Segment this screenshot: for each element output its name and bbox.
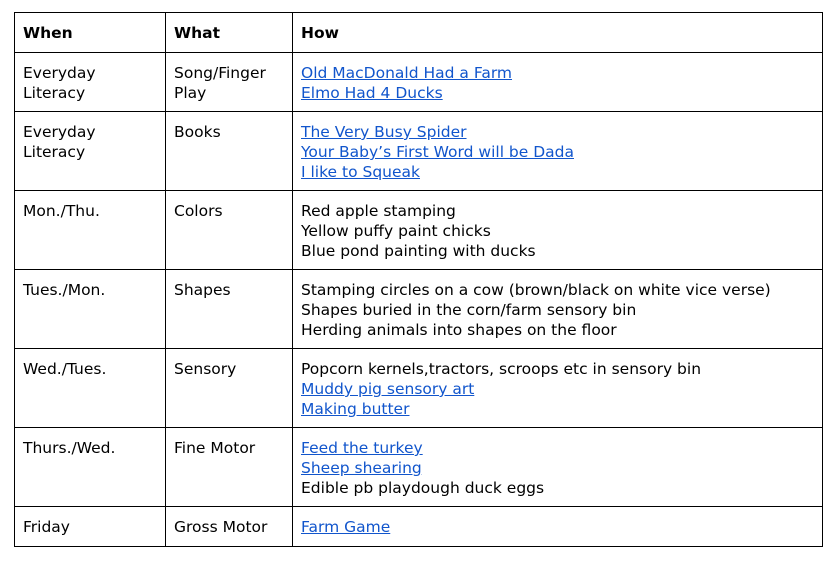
- activity-text: Stamping circles on a cow (brown/black on white vice verse): [301, 281, 771, 299]
- when-cell: Mon./Thu.: [15, 191, 166, 270]
- how-cell: [293, 428, 823, 507]
- activity-plan-table: [14, 12, 823, 547]
- header-how: How: [293, 13, 823, 53]
- activity-text: Yellow puffy paint chicks: [301, 222, 491, 240]
- activity-text: Herding animals into shapes on the floor: [301, 321, 617, 339]
- when-cell: Wed./Tues.: [15, 349, 166, 428]
- what-cell: [166, 191, 293, 270]
- activity-link[interactable]: Elmo Had 4 Ducks: [301, 84, 443, 102]
- activity-text: Popcorn kernels,tractors, scroops etc in sensory bin: [301, 360, 702, 378]
- activity-link[interactable]: Old MacDonald Had a Farm: [301, 64, 513, 82]
- what-label: Books: [174, 123, 221, 141]
- what-cell: [166, 53, 293, 112]
- when-cell: Friday: [15, 507, 166, 547]
- header-what: What: [166, 13, 293, 53]
- what-label: Song/Finger Play: [174, 64, 266, 102]
- activity-link[interactable]: Sheep shearing: [301, 459, 422, 477]
- how-cell: [293, 112, 823, 191]
- how-cell: [293, 270, 823, 349]
- table-row: [15, 349, 823, 428]
- table-row: [15, 191, 823, 270]
- what-cell: [166, 507, 293, 547]
- how-cell: [293, 191, 823, 270]
- how-cell: [293, 349, 823, 428]
- what-label: Shapes: [174, 281, 231, 299]
- activity-link[interactable]: Making butter: [301, 400, 410, 418]
- what-label: Gross Motor: [174, 518, 268, 536]
- activity-link[interactable]: Muddy pig sensory art: [301, 380, 475, 398]
- activity-link[interactable]: Farm Game: [301, 518, 391, 536]
- table-row: [15, 270, 823, 349]
- header-when: When: [15, 13, 166, 53]
- table-row: [15, 507, 823, 547]
- activity-link[interactable]: The Very Busy Spider: [301, 123, 467, 141]
- header-row: [15, 13, 823, 53]
- what-cell: [166, 270, 293, 349]
- what-label: Colors: [174, 202, 223, 220]
- activity-text: Shapes buried in the corn/farm sensory bin: [301, 301, 637, 319]
- how-cell: [293, 53, 823, 112]
- activity-text: Red apple stamping: [301, 202, 456, 220]
- activity-text: Edible pb playdough duck eggs: [301, 479, 545, 497]
- how-cell: [293, 507, 823, 547]
- when-cell: Thurs./Wed.: [15, 428, 166, 507]
- when-cell: Everyday Literacy: [15, 112, 166, 191]
- when-cell: Everyday Literacy: [15, 53, 166, 112]
- what-label: Sensory: [174, 360, 237, 378]
- activity-link[interactable]: Feed the turkey: [301, 439, 423, 457]
- activity-text: Blue pond painting with ducks: [301, 242, 536, 260]
- what-cell: [166, 112, 293, 191]
- what-cell: [166, 428, 293, 507]
- when-cell: Tues./Mon.: [15, 270, 166, 349]
- what-label: Fine Motor: [174, 439, 256, 457]
- table-row: [15, 112, 823, 191]
- table-row: [15, 53, 823, 112]
- what-cell: [166, 349, 293, 428]
- activity-link[interactable]: I like to Squeak: [301, 163, 420, 181]
- activity-link[interactable]: Your Baby’s First Word will be Dada: [301, 143, 574, 161]
- table-body: [15, 53, 823, 547]
- table-row: [15, 428, 823, 507]
